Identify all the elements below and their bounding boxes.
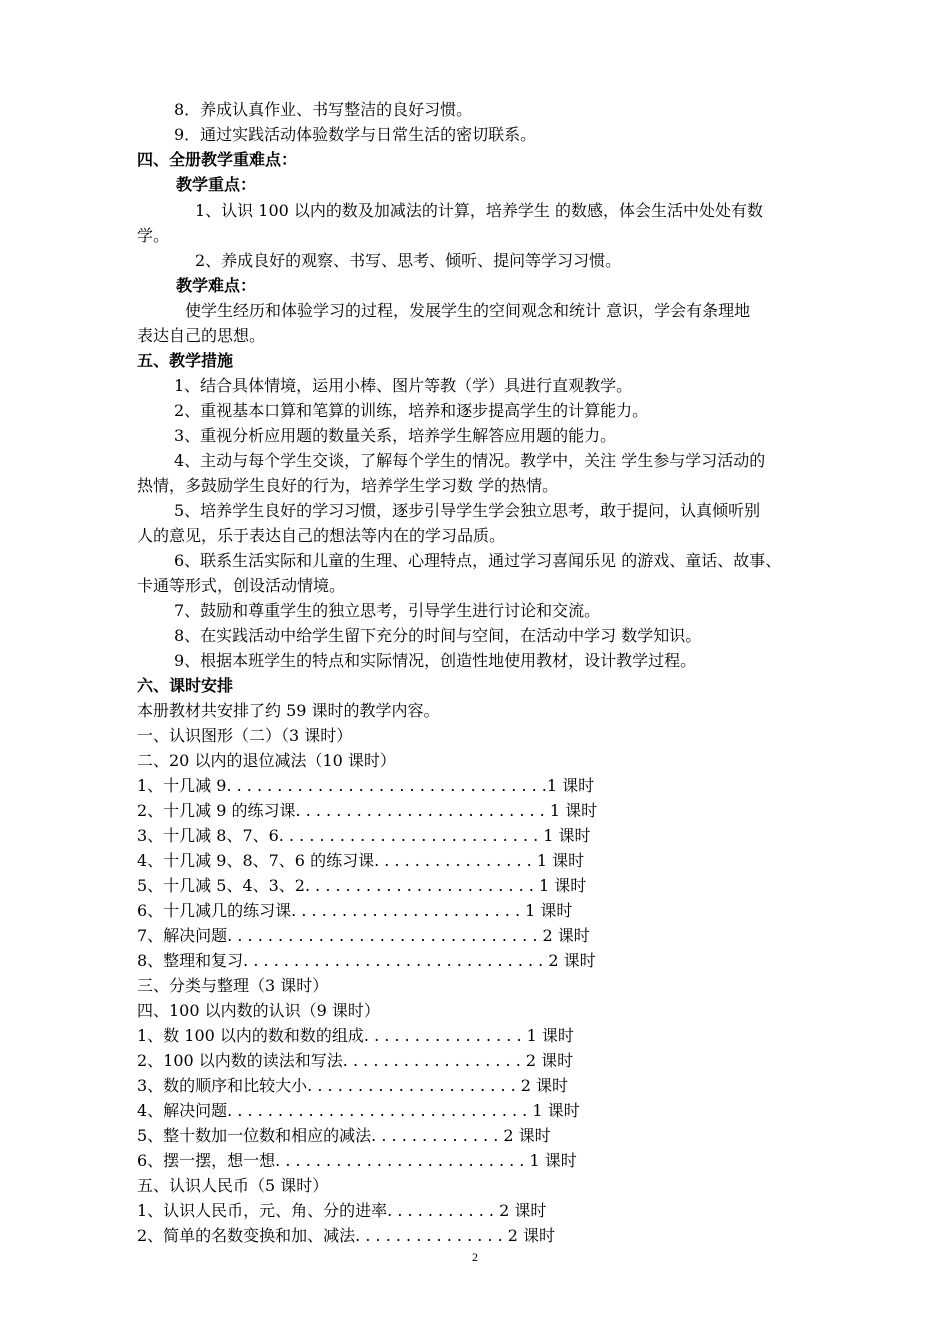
focus-item-1-cont: 学。	[137, 226, 170, 245]
schedule-line: 2、100 以内数的读法和写法. . . . . . . . . . . . . . . . . . 2 课时	[137, 1051, 574, 1070]
measure-item-3: 3、重视分析应用题的数量关系，培养学生解答应用题的能力。	[174, 426, 617, 445]
measure-item-9: 9、根据本班学生的特点和实际情况，创造性地使用教材，设计教学过程。	[174, 651, 697, 670]
schedule-line: 一、认识图形（二）（3 课时）	[137, 726, 353, 745]
subheading-difficulty: 教学难点：	[176, 276, 257, 295]
schedule-line: 7、解决问题. . . . . . . . . . . . . . . . . . . . . . . . . . . . . . . 2 课时	[137, 926, 590, 945]
schedule-line: 5、十几减 5、4、3、2. . . . . . . . . . . . . . . . . . . . . . . 1 课时	[137, 876, 587, 895]
measure-item-5: 5、培养学生良好的学习习惯，逐步引导学生学会独立思考，敢于提问，认真倾听别	[174, 501, 761, 520]
subheading-focus: 教学重点：	[176, 175, 257, 194]
schedule-line: 五、认识人民币（5 课时）	[137, 1176, 329, 1195]
measure-item-7: 7、鼓励和尊重学生的独立思考，引导学生进行讨论和交流。	[174, 601, 601, 620]
schedule-line: 3、十几减 8、7、6. . . . . . . . . . . . . . . . . . . . . . . . . . 1 课时	[137, 826, 591, 845]
focus-item-1: 1、认识 100 以内的数及加减法的计算，培养学生 的数感，体会生活中处处有数	[195, 201, 763, 220]
page-number: 2	[472, 1250, 478, 1264]
focus-item-2: 2、养成良好的观察、书写、思考、倾听、提问等学习习惯。	[195, 251, 622, 270]
section-heading-schedule: 六、课时安排	[137, 676, 234, 695]
schedule-line: 3、数的顺序和比较大小. . . . . . . . . . . . . . . . . . . . . 2 课时	[137, 1076, 569, 1095]
measure-item-6-cont: 卡通等形式，创设活动情境。	[137, 576, 346, 595]
schedule-line: 4、十几减 9、8、7、6 的练习课. . . . . . . . . . . . . . . . 1 课时	[137, 851, 585, 870]
schedule-line: 8、整理和复习. . . . . . . . . . . . . . . . . . . . . . . . . . . . . . 2 课时	[137, 951, 596, 970]
goal-item-8: 8．养成认真作业、书写整洁的良好习惯。	[174, 100, 473, 119]
measure-item-1: 1、结合具体情境，运用小棒、图片等教（学）具进行直观教学。	[174, 376, 633, 395]
schedule-line: 四、100 以内数的认识（9 课时）	[137, 1001, 380, 1020]
schedule-line: 三、分类与整理（3 课时）	[137, 976, 329, 995]
schedule-line: 2、十几减 9 的练习课. . . . . . . . . . . . . . . . . . . . . . . . . 1 课时	[137, 801, 598, 820]
schedule-line: 2、简单的名数变换和加、减法. . . . . . . . . . . . . . . 2 课时	[137, 1226, 556, 1245]
schedule-line: 4、解决问题. . . . . . . . . . . . . . . . . . . . . . . . . . . . . . 1 课时	[137, 1101, 580, 1120]
schedule-line: 6、摆一摆，想一想. . . . . . . . . . . . . . . . . . . . . . . . . 1 课时	[137, 1151, 577, 1170]
measure-item-2: 2、重视基本口算和笔算的训练，培养和逐步提高学生的计算能力。	[174, 401, 649, 420]
difficulty-text-cont: 表达自己的思想。	[137, 326, 266, 345]
measure-item-5-cont: 人的意见，乐于表达自己的想法等内在的学习品质。	[137, 526, 506, 545]
section-heading-key-points: 四、全册教学重难点：	[137, 150, 298, 169]
schedule-summary: 本册教材共安排了约 59 课时的教学内容。	[137, 701, 440, 720]
measure-item-6: 6、联系生活实际和儿童的生理、心理特点，通过学习喜闻乐见 的游戏、童话、故事、	[174, 551, 782, 570]
schedule-line: 6、十几减几的练习课. . . . . . . . . . . . . . . . . . . . . . . 1 课时	[137, 901, 573, 920]
schedule-line: 1、数 100 以内的数和数的组成. . . . . . . . . . . . . . . . 1 课时	[137, 1026, 574, 1045]
schedule-line: 5、整十数加一位数和相应的减法. . . . . . . . . . . . . 2 课时	[137, 1126, 551, 1145]
section-heading-measures: 五、教学措施	[137, 351, 234, 370]
difficulty-text: 使学生经历和体验学习的过程，发展学生的空间观念和统计 意识，学会有条理地	[185, 301, 751, 320]
measure-item-4: 4、主动与每个学生交谈，了解每个学生的情况。教学中，关注 学生参与学习活动的	[174, 451, 766, 470]
schedule-line: 1、十几减 9. . . . . . . . . . . . . . . . . . . . . . . . . . . . . . . .1 课时	[137, 776, 595, 795]
measure-item-4-cont: 热情，多鼓励学生良好的行为，培养学生学习数 学的热情。	[137, 476, 559, 495]
schedule-line: 1、认识人民币，元、角、分的进率. . . . . . . . . . . 2 课时	[137, 1201, 547, 1220]
measure-item-8: 8、在实践活动中给学生留下充分的时间与空间，在活动中学习 数学知识。	[174, 626, 702, 645]
schedule-line: 二、20 以内的退位减法（10 课时）	[137, 751, 396, 770]
goal-item-9: 9．通过实践活动体验数学与日常生活的密切联系。	[174, 125, 537, 144]
